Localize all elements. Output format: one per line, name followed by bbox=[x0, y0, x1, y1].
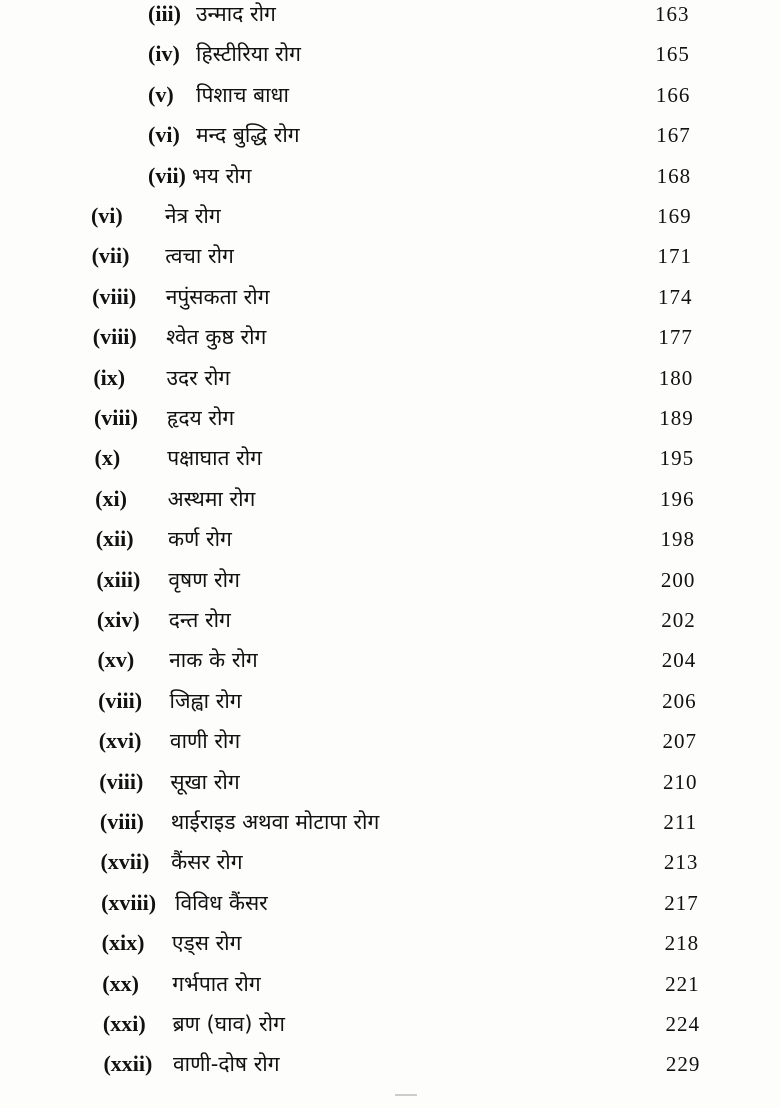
entry-title: एड्स रोग bbox=[171, 931, 242, 956]
entry-number: (xx) bbox=[102, 970, 139, 996]
entry-page-number: 196 bbox=[660, 486, 695, 511]
entry-number: (xvii) bbox=[100, 849, 150, 875]
entry-number: (viii) bbox=[92, 283, 137, 309]
toc-entry bbox=[0, 196, 780, 236]
toc-entry bbox=[0, 1004, 780, 1044]
entry-page-number: 206 bbox=[662, 688, 697, 713]
entry-page-number: 211 bbox=[663, 810, 698, 834]
toc-entry bbox=[0, 640, 780, 680]
toc-entry bbox=[0, 0, 780, 34]
entry-number: (vi) bbox=[90, 203, 123, 228]
entry-page-number: 169 bbox=[657, 204, 692, 228]
entry-page-number: 200 bbox=[660, 567, 696, 592]
entry-number: (xix) bbox=[101, 930, 145, 956]
entry-title: ब्रण (घाव) रोग bbox=[172, 1012, 285, 1036]
entry-number: (vii) bbox=[148, 162, 186, 188]
entry-number: (xii) bbox=[95, 526, 134, 552]
entry-page-number: 163 bbox=[655, 2, 690, 26]
entry-number: (viii) bbox=[99, 809, 144, 834]
entry-title: नाक के रोग bbox=[169, 648, 258, 673]
entry-page-number: 189 bbox=[659, 406, 694, 430]
entry-number: (vii) bbox=[91, 243, 130, 269]
entry-page-number: 195 bbox=[659, 446, 695, 471]
entry-number: (vi) bbox=[148, 122, 180, 148]
toc-entry bbox=[0, 317, 780, 357]
entry-page-number: 198 bbox=[660, 527, 695, 552]
entry-title: विविध कैंसर bbox=[175, 890, 268, 915]
entry-title: थाईराइड अथवा मोटापा रोग bbox=[170, 810, 380, 834]
toc-entry bbox=[0, 600, 780, 640]
entry-title: वृषण रोग bbox=[168, 567, 240, 592]
toc-entry bbox=[0, 438, 780, 478]
entry-number: (xvi) bbox=[98, 728, 142, 754]
entry-number: (x) bbox=[94, 445, 121, 471]
toc-entry bbox=[0, 115, 780, 155]
entry-number: (v) bbox=[148, 81, 174, 107]
entry-page-number: 213 bbox=[663, 850, 699, 875]
entry-title: पिशाच बाधा bbox=[196, 82, 289, 107]
entry-page-number: 210 bbox=[662, 769, 698, 794]
entry-number: (viii) bbox=[99, 768, 144, 794]
entry-title: दन्त रोग bbox=[168, 608, 231, 632]
toc-entry bbox=[0, 762, 780, 802]
toc-entry bbox=[0, 398, 780, 438]
toc-entry bbox=[0, 681, 780, 721]
entry-page-number: 180 bbox=[658, 365, 694, 390]
entry-title: भय रोग bbox=[192, 163, 252, 188]
scan-speck bbox=[395, 1094, 417, 1096]
entry-title: वाणी-दोष रोग bbox=[173, 1052, 280, 1077]
entry-number: (xi) bbox=[95, 485, 127, 511]
toc-entry bbox=[0, 236, 780, 276]
entry-page-number: 229 bbox=[665, 1052, 701, 1077]
entry-number: (viii) bbox=[93, 405, 138, 430]
entry-title: उदर रोग bbox=[166, 365, 231, 390]
entry-number: (ix) bbox=[93, 364, 126, 390]
entry-number: (xxi) bbox=[102, 1011, 146, 1036]
entry-page-number: 224 bbox=[665, 1012, 700, 1036]
toc-entry bbox=[0, 842, 780, 882]
entry-page-number: 218 bbox=[664, 931, 700, 956]
toc-entry bbox=[0, 358, 780, 398]
entry-title: पक्षाघात रोग bbox=[167, 446, 263, 471]
entry-page-number: 167 bbox=[656, 123, 691, 148]
entry-title: श्वेत कुष्ठ रोग bbox=[166, 325, 267, 350]
entry-number: (xv) bbox=[97, 647, 135, 673]
entry-number: (xiv) bbox=[96, 607, 140, 632]
entry-page-number: 171 bbox=[657, 244, 693, 269]
entry-title: वाणी रोग bbox=[169, 729, 241, 754]
entry-number: (viii) bbox=[92, 324, 137, 350]
entry-number: (xxii) bbox=[103, 1051, 153, 1077]
entry-page-number: 166 bbox=[655, 82, 691, 107]
entry-title: नपुंसकता रोग bbox=[165, 284, 270, 309]
toc-entry bbox=[0, 519, 780, 559]
toc-entry bbox=[0, 156, 780, 196]
entry-page-number: 202 bbox=[661, 608, 696, 632]
entry-page-number: 217 bbox=[664, 890, 699, 915]
toc-entry bbox=[0, 277, 780, 317]
entry-page-number: 221 bbox=[665, 971, 700, 996]
entry-page-number: 165 bbox=[655, 42, 690, 67]
entry-page-number: 174 bbox=[657, 284, 693, 309]
toc-entry bbox=[0, 75, 780, 115]
entry-title: अस्थमा रोग bbox=[167, 486, 256, 511]
toc-entry bbox=[0, 721, 780, 761]
entry-title: हिस्टीरिया रोग bbox=[196, 42, 301, 67]
entry-page-number: 204 bbox=[661, 648, 697, 673]
entry-title: सूखा रोग bbox=[170, 769, 240, 794]
toc-entry bbox=[0, 923, 780, 963]
toc-entry bbox=[0, 964, 780, 1004]
entry-number: (xiii) bbox=[96, 566, 141, 592]
toc-entry bbox=[0, 479, 780, 519]
toc-entry bbox=[0, 1044, 780, 1084]
entry-title: मन्द बुद्धि रोग bbox=[196, 123, 300, 148]
toc-entry bbox=[0, 34, 780, 74]
entry-title: त्वचा रोग bbox=[165, 244, 234, 269]
entry-title: कर्ण रोग bbox=[168, 527, 232, 552]
toc-entry bbox=[0, 802, 780, 842]
entry-title: हृदय रोग bbox=[166, 406, 235, 430]
entry-page-number: 168 bbox=[656, 163, 692, 188]
entry-title: कैंसर रोग bbox=[171, 850, 243, 875]
entry-title: उन्माद रोग bbox=[196, 2, 276, 26]
entry-page-number: 207 bbox=[662, 729, 698, 754]
entry-title: जिह्वा रोग bbox=[169, 688, 242, 713]
entry-number: (iii) bbox=[148, 1, 181, 26]
entry-title: नेत्र रोग bbox=[164, 204, 221, 228]
entry-title: गर्भपात रोग bbox=[172, 971, 261, 996]
entry-number: (viii) bbox=[98, 687, 143, 713]
toc-entry bbox=[0, 560, 780, 600]
entry-page-number: 177 bbox=[658, 325, 693, 350]
toc-entry bbox=[0, 883, 780, 923]
entry-number: (xviii) bbox=[101, 889, 157, 915]
entry-number: (iv) bbox=[148, 41, 180, 67]
